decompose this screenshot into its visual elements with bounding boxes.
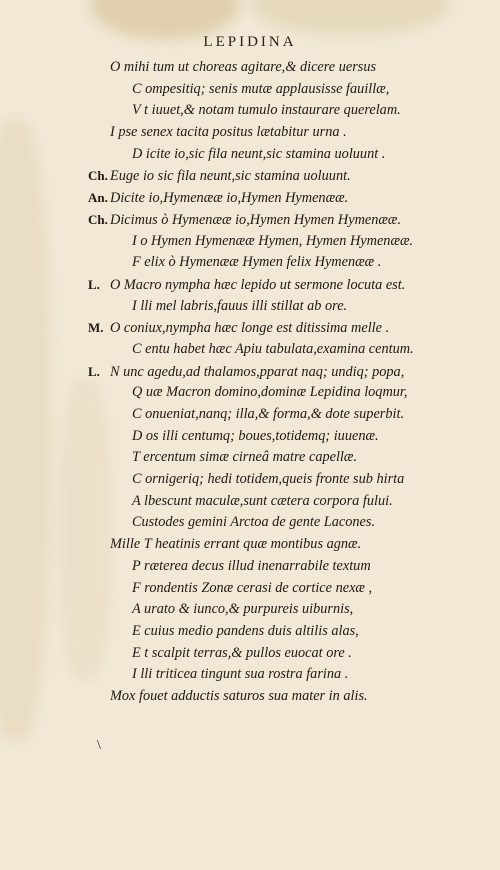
- verse-text: Euge io sic fila neunt,sic stamina uoluunt.: [110, 168, 351, 185]
- verse-line: [0, 686, 500, 708]
- verse-text: Q uæ Macron domino,dominæ Lepidina loqmur,: [132, 384, 408, 401]
- verse-line: [0, 122, 500, 144]
- verse-text: O coniux,nympha hæc longe est ditissima melle .: [110, 320, 390, 337]
- verse-text: D os illi centumq; boues,totidemq; iuuenæ.: [132, 427, 379, 444]
- verse-text: I lli mel labris,fauus illi stillat ab ore.: [132, 297, 348, 314]
- verse-line: [0, 165, 500, 187]
- verse-text: C entu habet hæc Apiu tabulata,examina centum.: [132, 340, 414, 357]
- speaker-label: An.: [88, 190, 108, 206]
- verse-text: I lli triticea tingunt sua rostra farina .: [132, 666, 349, 683]
- verse-line: [0, 469, 500, 491]
- verse-line: [0, 556, 500, 578]
- speaker-label: L.: [88, 363, 100, 379]
- verse-block: [0, 57, 500, 708]
- verse-text: Dicimus ò Hymenææ io,Hymen Hymen Hymenææ.: [110, 211, 402, 228]
- verse-text: A lbescunt maculæ,sunt cætera corpora fului.: [132, 492, 393, 509]
- verse-line: [0, 404, 500, 426]
- verse-text: I pse senex tacita positus lætabitur urna .: [110, 124, 347, 141]
- verse-line: [0, 512, 500, 534]
- verse-line: [0, 231, 500, 253]
- verse-line: [0, 339, 500, 361]
- verse-text: E t scalpit terras,& pullos euocat ore .: [132, 644, 352, 661]
- verse-line: [0, 100, 500, 122]
- verse-line: [0, 447, 500, 469]
- verse-line: [0, 79, 500, 101]
- verse-text: Mox fouet adductis saturos sua mater in alis.: [110, 687, 368, 704]
- verse-text: I o Hymen Hymenææ Hymen, Hymen Hymenææ.: [132, 232, 414, 249]
- speaker-label: M.: [88, 320, 104, 336]
- verse-text: C ornigeriq; hedi totidem,queis fronte sub hirta: [132, 471, 405, 488]
- verse-text: A urato & iunco,& purpureis uiburnis,: [132, 601, 354, 618]
- verse-line: [0, 491, 500, 513]
- verse-line: [0, 361, 500, 383]
- verse-text: D icite io,sic fila neunt,sic stamina uoluunt .: [132, 145, 386, 162]
- verse-text: Dicite io,Hymenææ io,Hymen Hymenææ.: [110, 190, 349, 207]
- verse-line: [0, 578, 500, 600]
- verse-line: [0, 187, 500, 209]
- verse-text: V t iuuet,& notam tumulo instaurare querelam.: [132, 102, 401, 119]
- verse-text: O mihi tum ut choreas agitare,& dicere uersus: [110, 59, 377, 75]
- verse-text: E cuius medio pandens duis altilis alas,: [132, 622, 359, 639]
- speaker-label: Ch.: [88, 211, 108, 227]
- verse-text: Mille T heatinis errant quæ montibus agnæ.: [110, 536, 362, 553]
- verse-line: [0, 534, 500, 556]
- verse-line: [0, 382, 500, 404]
- verse-text: Custodes gemini Arctoa de gente Lacones.: [132, 514, 376, 531]
- speaker-label: L.: [88, 276, 100, 292]
- verse-line: [0, 144, 500, 166]
- verse-text: T ercentum simæ cirneâ matre capellæ.: [132, 449, 358, 466]
- verse-line: [0, 643, 500, 665]
- running-header: LEPIDINA: [203, 34, 297, 50]
- verse-text: C onueniat,nanq; illa,& forma,& dote superbit.: [132, 406, 405, 422]
- verse-line: [0, 57, 500, 79]
- verse-line: [0, 426, 500, 448]
- verse-line: [0, 621, 500, 643]
- speaker-label: Ch.: [88, 168, 108, 184]
- verse-line: [0, 209, 500, 231]
- verse-text: P ræterea decus illud inenarrabile textum: [132, 557, 371, 574]
- stain: [250, 0, 450, 35]
- verse-line: [0, 317, 500, 339]
- verse-line: [0, 274, 500, 296]
- verse-text: N unc agedu,ad thalamos,pparat naq; undiq; popa,: [110, 363, 405, 380]
- verse-line: [0, 252, 500, 274]
- verse-text: O Macro nympha hæc lepido ut sermone locuta est.: [110, 276, 406, 293]
- verse-line: [0, 296, 500, 318]
- verse-line: [0, 664, 500, 686]
- verse-line: [0, 599, 500, 621]
- verse-text: F rondentis Zonæ cerasi de cortice nexæ ,: [132, 579, 373, 596]
- verse-text: F elix ò Hymenææ Hymen felix Hymenææ .: [132, 254, 382, 271]
- verse-text: C ompesitiq; senis mutæ applausisse fauillæ,: [132, 80, 390, 97]
- end-mark: \: [97, 738, 101, 753]
